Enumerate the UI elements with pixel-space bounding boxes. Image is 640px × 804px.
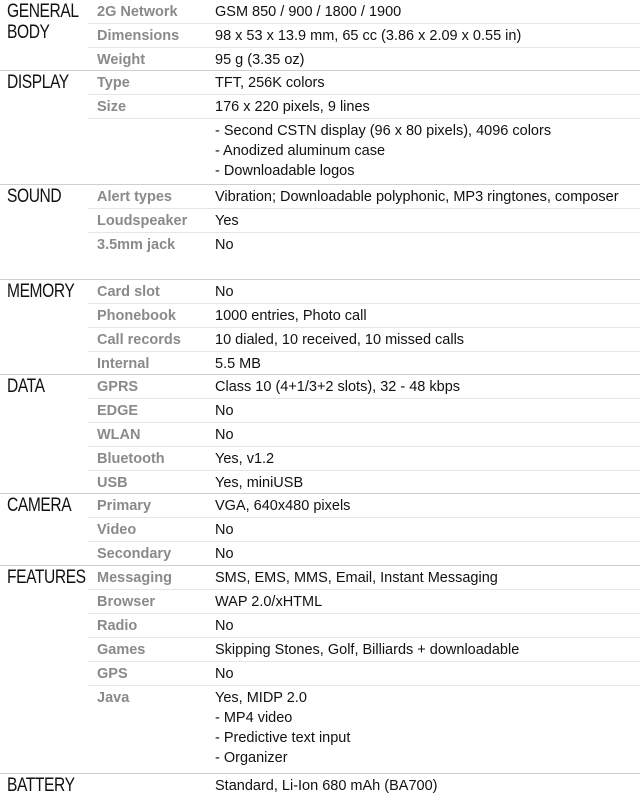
section-display — [0, 70, 640, 184]
spec-row — [88, 375, 640, 399]
spec-label — [88, 774, 215, 776]
section-title-features: FEATURES — [7, 567, 86, 588]
spec-label: Card slot — [97, 284, 160, 300]
spec-label: Internal — [97, 356, 150, 372]
spec-row — [88, 447, 640, 471]
spec-note: - Anodized aluminum case — [215, 143, 386, 159]
spec-value: 98 x 53 x 13.9 mm, 65 cc (3.86 x 2.09 x 0.55 in) — [215, 28, 522, 44]
spec-value: 5.5 MB — [215, 356, 261, 372]
spec-label: Weight — [97, 52, 146, 68]
spec-value: WAP 2.0/xHTML — [215, 594, 323, 610]
spec-value: 176 x 220 pixels, 9 lines — [215, 99, 370, 115]
section-memory-rows — [88, 280, 640, 375]
spec-note: - Downloadable logos — [215, 163, 355, 179]
spec-label: Alert types — [97, 189, 172, 205]
spec-note: - MP4 video — [215, 710, 293, 726]
section-title-memory: MEMORY — [7, 281, 75, 302]
spec-row — [88, 566, 640, 590]
section-camera-rows — [88, 494, 640, 565]
section-battery-rows — [88, 774, 640, 797]
spec-label: Browser — [97, 594, 156, 610]
spec-label: Primary — [97, 498, 152, 514]
spec-label: Phonebook — [97, 308, 176, 324]
section-general-rows — [88, 0, 640, 71]
spec-value: No — [215, 546, 234, 562]
section-data-rows — [88, 375, 640, 494]
spec-label: Radio — [97, 618, 138, 634]
spec-row — [88, 774, 640, 797]
section-title-battery: BATTERY — [7, 775, 75, 796]
section-title-sound: SOUND — [7, 186, 62, 207]
spec-value: GSM 850 / 900 / 1800 / 1900 — [215, 4, 402, 20]
spec-value: SMS, EMS, MMS, Email, Instant Messaging — [215, 570, 498, 586]
spec-note: - Predictive text input — [215, 730, 351, 746]
spec-value: 95 g (3.35 oz) — [215, 52, 305, 68]
spec-row — [88, 304, 640, 328]
spec-row — [88, 662, 640, 686]
spec-value: Skipping Stones, Golf, Billiards + downloadable — [215, 642, 520, 658]
section-general — [0, 0, 640, 70]
section-sound — [0, 184, 640, 279]
spec-row — [88, 280, 640, 304]
spec-value: No — [215, 666, 234, 682]
spec-row — [88, 352, 640, 375]
spec-row — [88, 95, 640, 119]
spec-value: Yes — [215, 213, 239, 229]
spec-notes-row — [88, 119, 640, 181]
spec-value: No — [215, 427, 234, 443]
spec-label: GPRS — [97, 379, 139, 395]
spec-row — [88, 185, 640, 209]
spec-value: Vibration; Downloadable polyphonic, MP3 ringtones, composer — [215, 189, 619, 205]
spec-label: Type — [97, 75, 130, 91]
spec-row — [88, 209, 640, 233]
spec-row — [88, 494, 640, 518]
spec-value: 1000 entries, Photo call — [215, 308, 367, 324]
spec-label: USB — [97, 475, 128, 491]
spec-label: Secondary — [97, 546, 172, 562]
spec-label: 3.5mm jack — [97, 237, 176, 253]
spec-value: 10 dialed, 10 received, 10 missed calls — [215, 332, 465, 348]
section-memory — [0, 279, 640, 374]
spec-row — [88, 24, 640, 48]
spec-value: Yes, miniUSB — [215, 475, 304, 491]
spec-label: EDGE — [97, 403, 139, 419]
spec-value: No — [215, 237, 234, 253]
section-sound-rows — [88, 185, 640, 256]
spec-note: - Organizer — [215, 750, 288, 766]
spec-value-main: Yes, MIDP 2.0 — [215, 690, 307, 706]
section-title-general-line1: GENERAL — [7, 1, 79, 22]
section-title-camera: CAMERA — [7, 495, 72, 516]
spec-row — [88, 590, 640, 614]
spec-value: No — [215, 403, 234, 419]
spec-row — [88, 518, 640, 542]
spec-row — [88, 48, 640, 71]
spec-row — [88, 423, 640, 447]
spec-row — [88, 233, 640, 256]
section-display-rows — [88, 71, 640, 181]
spec-value: No — [215, 522, 234, 538]
spec-label: Java — [97, 690, 130, 706]
spec-value: Standard, Li-Ion 680 mAh (BA700) — [215, 778, 438, 794]
section-features-rows — [88, 566, 640, 768]
section-battery — [0, 773, 640, 804]
spec-label: Dimensions — [97, 28, 180, 44]
spec-value: No — [215, 618, 234, 634]
spec-label: Size — [97, 99, 127, 115]
section-title-data: DATA — [7, 376, 45, 397]
spec-row — [88, 0, 640, 24]
spec-value: Class 10 (4+1/3+2 slots), 32 - 48 kbps — [215, 379, 461, 395]
spec-row — [88, 638, 640, 662]
spec-row — [88, 71, 640, 95]
spec-value: VGA, 640x480 pixels — [215, 498, 351, 514]
spec-row — [88, 399, 640, 423]
spec-row — [88, 471, 640, 494]
spec-row — [88, 542, 640, 565]
spec-label: Video — [97, 522, 137, 538]
spec-row — [88, 686, 640, 768]
spec-note: - Second CSTN display (96 x 80 pixels), 4096 colors — [215, 123, 552, 139]
spec-notes — [215, 119, 640, 181]
section-features — [0, 565, 640, 773]
section-camera — [0, 493, 640, 565]
spec-label: GPS — [97, 666, 128, 682]
spec-label: Bluetooth — [97, 451, 165, 467]
spec-value — [215, 686, 640, 768]
spec-row — [88, 614, 640, 638]
spec-value: Yes, v1.2 — [215, 451, 275, 467]
section-title-display: DISPLAY — [7, 72, 69, 93]
spec-label-empty — [88, 119, 215, 121]
spec-label: Loudspeaker — [97, 213, 188, 229]
spec-value: TFT, 256K colors — [215, 75, 325, 91]
section-data — [0, 374, 640, 493]
section-title-general-line2: BODY — [7, 22, 50, 43]
spec-value: No — [215, 284, 234, 300]
spec-label: 2G Network — [97, 4, 178, 20]
section-title-general — [7, 1, 77, 43]
spec-label: Call records — [97, 332, 181, 348]
spec-row — [88, 328, 640, 352]
spec-label: Messaging — [97, 570, 172, 586]
spec-label: Games — [97, 642, 146, 658]
spec-label: WLAN — [97, 427, 141, 443]
